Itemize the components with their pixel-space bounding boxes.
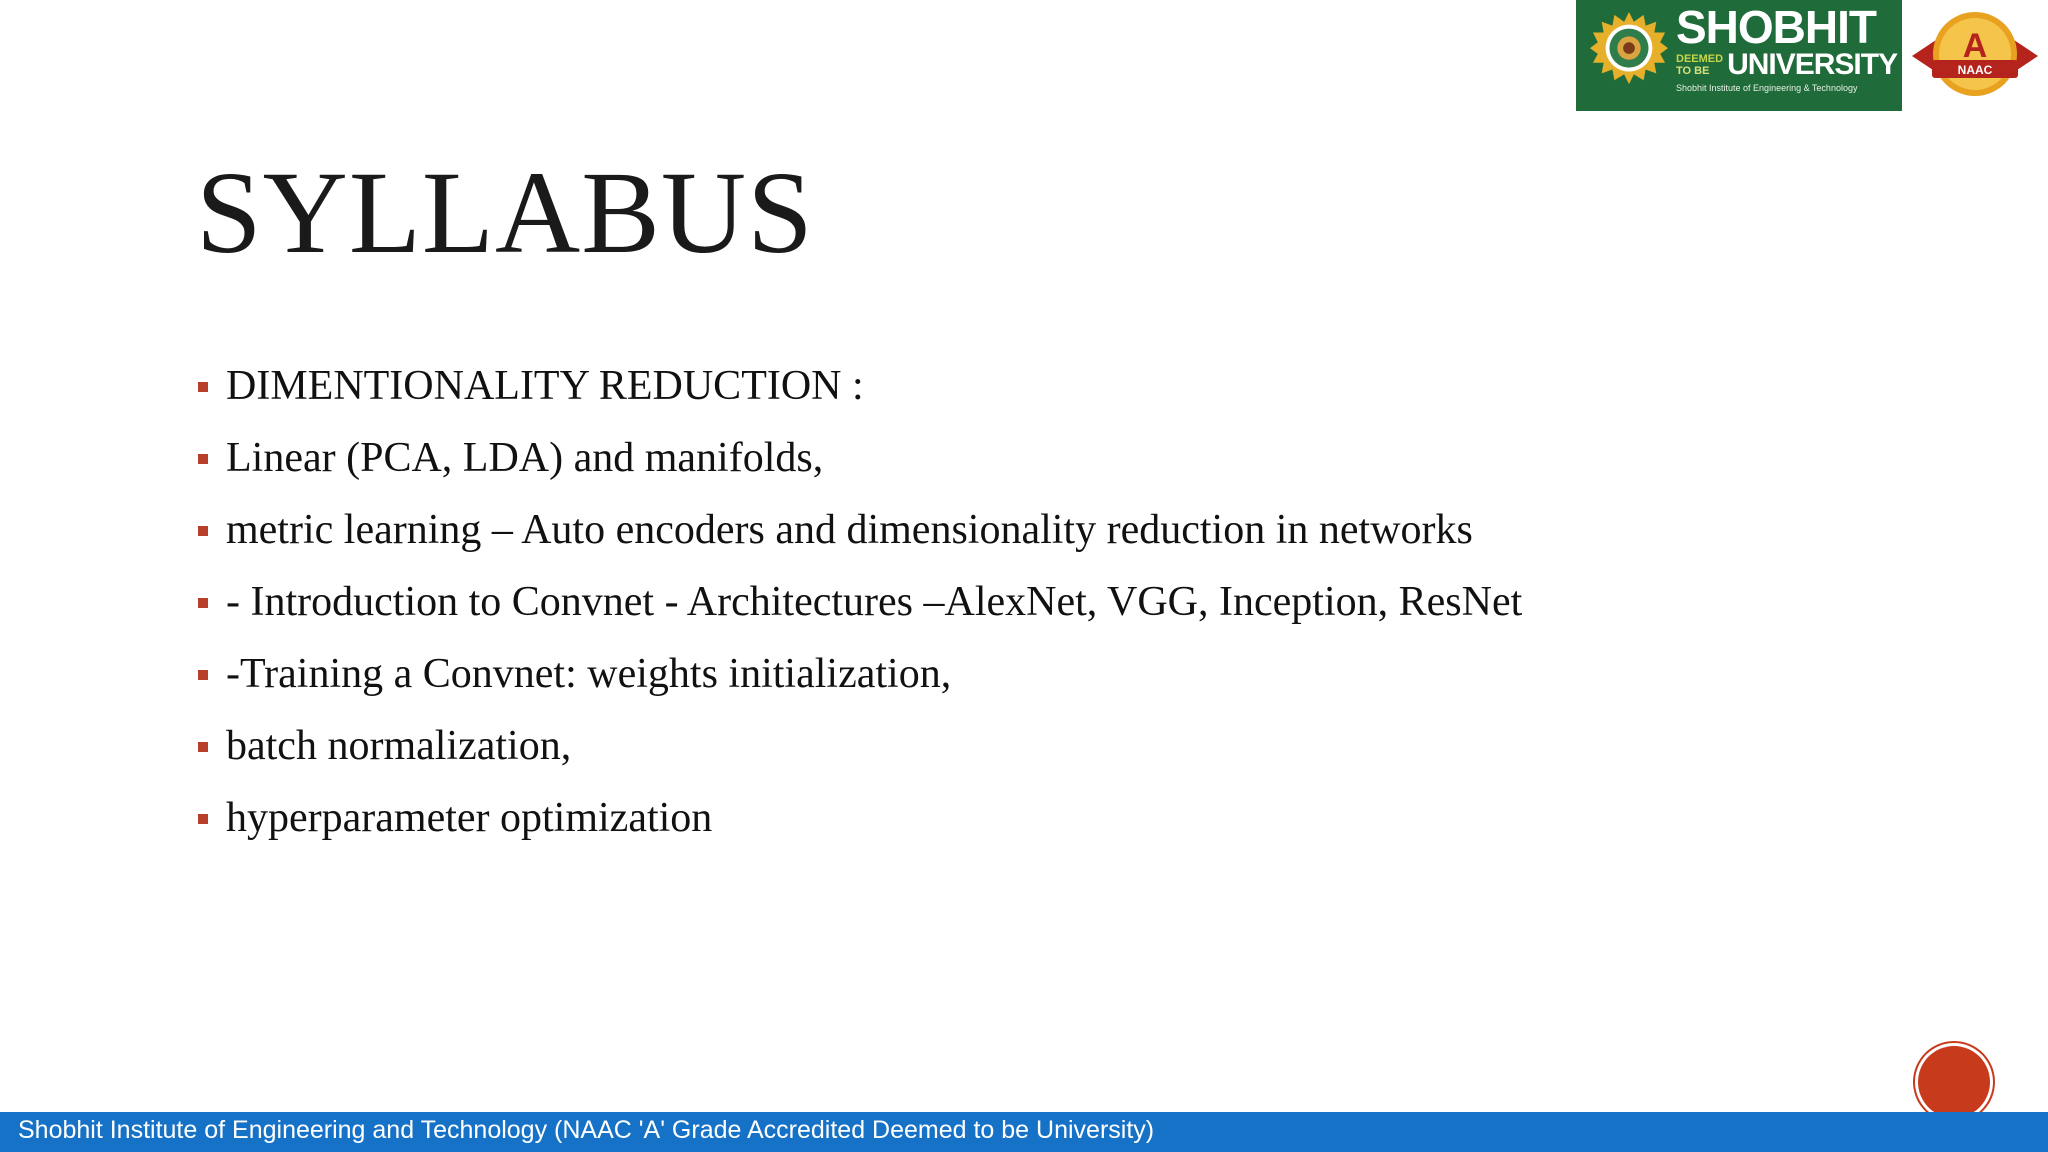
logo-deemed-line1: DEEMED: [1676, 53, 1724, 65]
syllabus-list: [196, 356, 1522, 860]
university-seal-icon: [1590, 12, 1668, 90]
bullet-square-icon: [198, 598, 208, 608]
logo-university: UNIVERSITY: [1727, 48, 1898, 81]
bullet-square-icon: [198, 742, 208, 752]
naac-label: NAAC: [1957, 63, 1993, 77]
decorative-circle-icon: [1918, 1046, 1990, 1118]
university-logo: [1576, 0, 1902, 111]
list-item: [196, 356, 1522, 428]
list-item: [196, 572, 1522, 644]
logo-deemed-line2: TO BE: [1676, 65, 1710, 77]
list-item-text: DIMENTIONALITY REDUCTION :: [226, 363, 864, 409]
bullet-square-icon: [198, 382, 208, 392]
naac-grade: A: [1962, 27, 1988, 65]
list-item: [196, 716, 1522, 788]
list-item-text: metric learning – Auto encoders and dimensionality reduction in networks: [226, 507, 1473, 553]
list-item-text: - Introduction to Convnet - Architectures –AlexNet, VGG, Inception, ResNet: [226, 579, 1523, 625]
list-item: [196, 644, 1522, 716]
footer-bar: [0, 1112, 2048, 1152]
list-item-text: batch normalization,: [226, 723, 572, 769]
logo-subtitle: Shobhit Institute of Engineering & Technology: [1676, 83, 1858, 93]
bullet-square-icon: [198, 814, 208, 824]
list-item-text: Linear (PCA, LDA) and manifolds,: [226, 435, 824, 481]
logo-name: SHOBHIT: [1676, 1, 1876, 53]
naac-badge-icon: [1902, 2, 2048, 111]
footer-text: Shobhit Institute of Engineering and Technology (NAAC 'A' Grade Accredited Deemed to be University): [18, 1116, 1155, 1144]
list-item: [196, 500, 1522, 572]
list-item-text: hyperparameter optimization: [226, 795, 713, 841]
list-item: [196, 788, 1522, 860]
list-item: [196, 428, 1522, 500]
list-item-text: -Training a Convnet: weights initialization,: [226, 651, 952, 697]
slide-title: SYLLABUS: [196, 147, 814, 278]
bullet-square-icon: [198, 526, 208, 536]
bullet-square-icon: [198, 670, 208, 680]
naac-badge: [1902, 2, 2048, 111]
logo-deemed-label: [1676, 53, 1723, 77]
bullet-square-icon: [198, 454, 208, 464]
